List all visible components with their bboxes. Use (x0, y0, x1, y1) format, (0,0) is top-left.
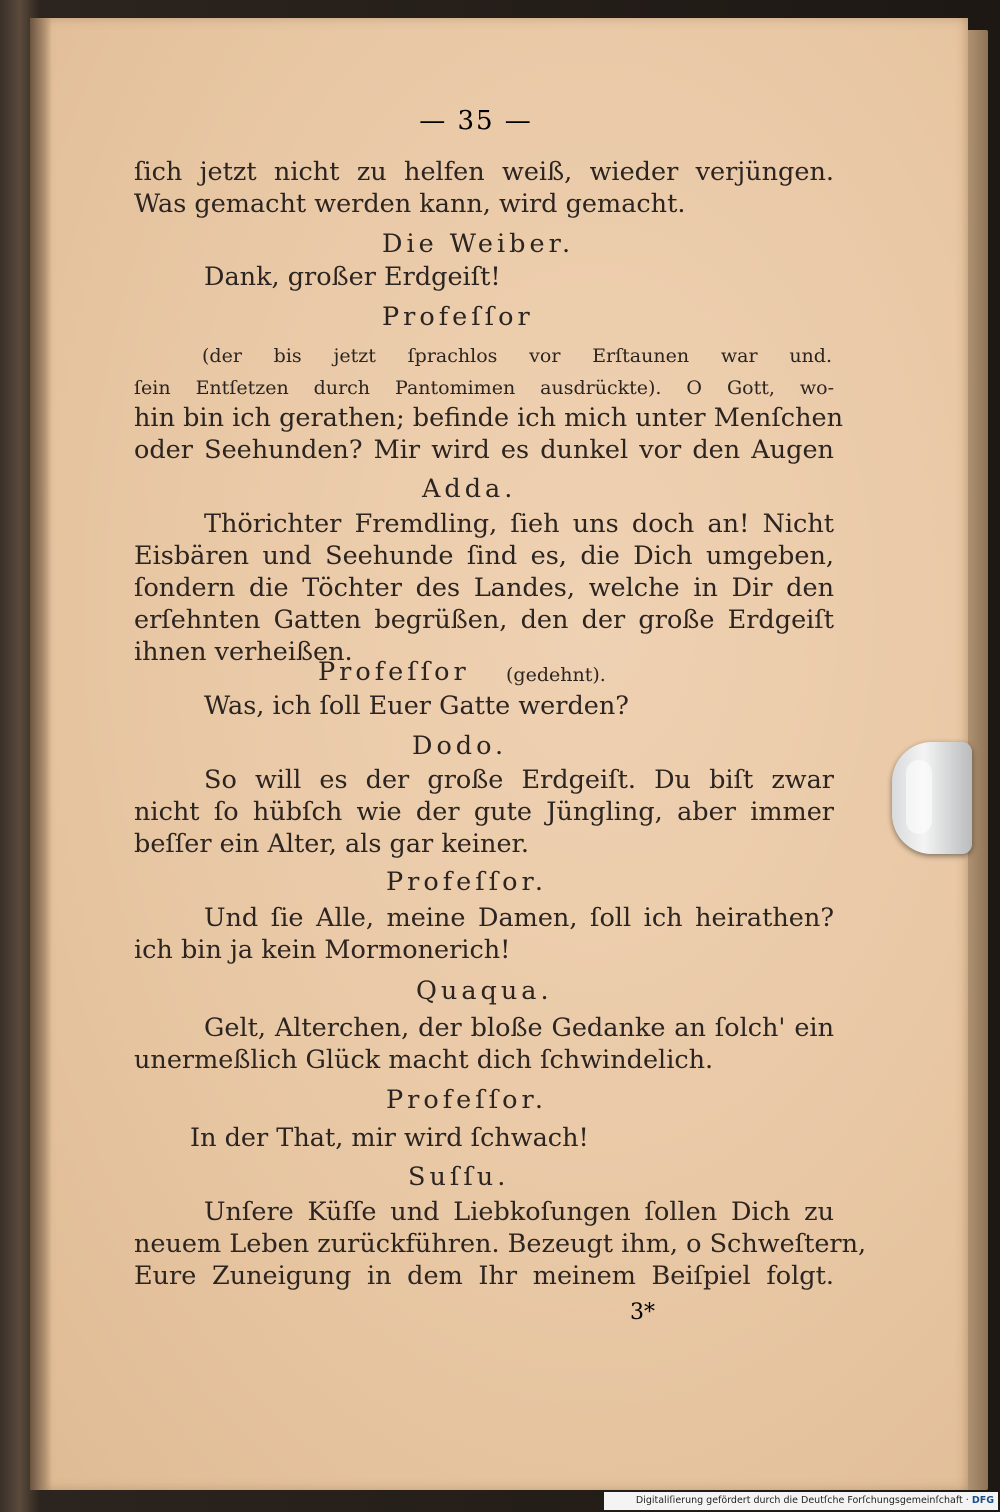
text-line: Eure Zuneigung in dem Ihr meinem Beiſpiel folgt. (134, 1261, 834, 1291)
text-line: So will es der große Erdgeiſt. Du biſt zwar (204, 765, 834, 795)
text-line: Gelt, Alterchen, der bloße Gedanke an ſolch' ein (204, 1013, 834, 1043)
text-line: erſehnten Gatten begrüßen, den der große Erdgeiſt (134, 605, 834, 635)
text-line: Was, ich ſoll Euer Gatte werden? (204, 691, 629, 721)
text-line: hin bin ich gerathen; befinde ich mich unter Menſchen (134, 403, 844, 433)
text-line: Unſere Küſſe und Liebkoſungen ſollen Dich zu (204, 1197, 834, 1227)
footer-credit: Digitaliſierung gefördert durch die Deutſche Forſchungsgemeinſchaft · (635, 1495, 969, 1506)
dfg-logo: DFG (971, 1495, 994, 1506)
speaker-name: Profeſſor (318, 657, 470, 687)
page-gutter-shadow (30, 18, 52, 1490)
text-line: ich bin ja kein Mormonerich! (134, 935, 511, 965)
speaker-name: Suſſu. (408, 1162, 510, 1192)
stage-direction: (der bis jetzt ſprachlos vor Erſtaunen war und. (202, 345, 832, 367)
signature-mark: 3* (630, 1300, 655, 1325)
text-line: beſſer ein Alter, als gar keiner. (134, 829, 530, 859)
page-clip (892, 742, 972, 854)
text-line: Eisbären und Seehunde ſind es, die Dich umgeben, (134, 541, 834, 571)
digitization-footer (604, 1492, 998, 1510)
text-line: Dank, großer Erdgeiſt! (204, 262, 501, 292)
text-line: oder Seehunden? Mir wird es dunkel vor den Augen (134, 435, 834, 465)
speaker-name: Profeſſor. (386, 867, 547, 897)
text-line: Thörichter Fremdling, ſieh uns doch an! Nicht (204, 509, 834, 539)
text-line: Was gemacht werden kann, wird gemacht. (134, 189, 686, 219)
text-line: neuem Leben zurückführen. Bezeugt ihm, o Schweſtern, (134, 1229, 867, 1259)
text-line: In der That, mir wird ſchwach! (190, 1123, 589, 1153)
stage-direction: ſein Entſetzen durch Pantomimen ausdrückte). O Gott, wo- (134, 377, 834, 399)
text-line: nicht ſo hübſch wie der gute Jüngling, aber immer (134, 797, 834, 827)
speaker-name: Adda. (422, 474, 517, 504)
speaker-name: Profeſſor (382, 302, 534, 332)
book-page (30, 18, 968, 1490)
speaker-name: Dodo. (412, 731, 508, 761)
text-line: unermeßlich Glück macht dich ſchwindelich. (134, 1045, 714, 1075)
text-line: ſondern die Töchter des Landes, welche in Dir den (134, 573, 834, 603)
text-line: ihnen verheißen. (134, 637, 353, 667)
text-line: Und ſie Alle, meine Damen, ſoll ich heirathen? (204, 903, 834, 933)
speaker-name: Quaqua. (416, 976, 553, 1006)
page-number: — 35 — (419, 106, 533, 136)
speaker-name: Profeſſor. (386, 1085, 547, 1115)
speaker-name: Die Weiber. (382, 229, 575, 259)
stage-direction: (gedehnt). (506, 664, 606, 686)
text-line: ſich jetzt nicht zu helfen weiß, wieder verjüngen. (134, 157, 834, 187)
